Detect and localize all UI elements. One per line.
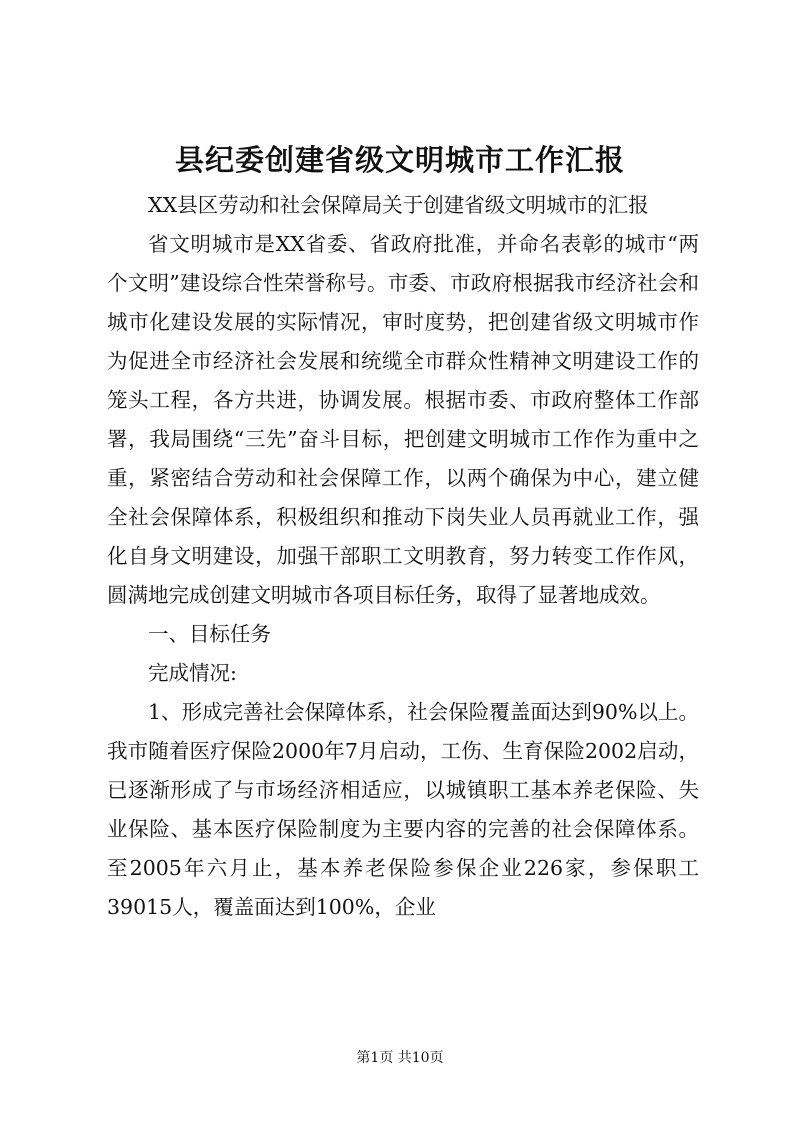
paragraph-completion-label: 完成情况: (148, 661, 237, 685)
section-heading-targets: 一、目标任务 (148, 622, 271, 646)
paragraph-subtitle: XX县区劳动和社会保障局关于创建省级文明城市的汇报 (148, 193, 649, 217)
paragraph-intro: 省文明城市是XX省委、省政府批准，并命名表彰的城市“两个文明”建设综合性荣誉称号。市委、市政府根据我市经济社会和城市化建设发展的实际情况，审时度势，把创建省级文明城市作为促进全市经济社会发展和统缆全市群众性精神文明建设工作的笼头工程，各方共进，协调发展。根据市委、市政府整体工作部署，我局围绕“三先”奋斗目标，把创建文明城市工作作为重中之重，紧密结合劳动和社会保障工作，以两个确保为中心，建立健全社会保障体系，积极组织和推动下岗失业人员再就业工作，强化自身文明建设，加强干部职工文明教育，努力转变工作作风，圆满地完成创建文明城市各项目标任务，取得了显著地成效。 (107, 232, 699, 607)
document-title: 县纪委创建省级文明城市工作汇报 (174, 143, 625, 177)
page-footer: 第1页 共10页 (356, 1050, 444, 1066)
paragraph-item-1: 1、形成完善社会保障体系，社会保险覆盖面达到90%以上。我市随着医疗保险2000年7月启动，工伤、生育保险2002启动，已逐渐形成了与市场经济相适应，以城镇职工基本养老保险、失业保险、基本医疗保险制度为主要内容的完善的社会保障体系。至2005年六月止，基本养老保险参保企业226家，参保职工39015人，覆盖面达到100%，企业 (107, 700, 699, 919)
document-body (107, 186, 699, 927)
